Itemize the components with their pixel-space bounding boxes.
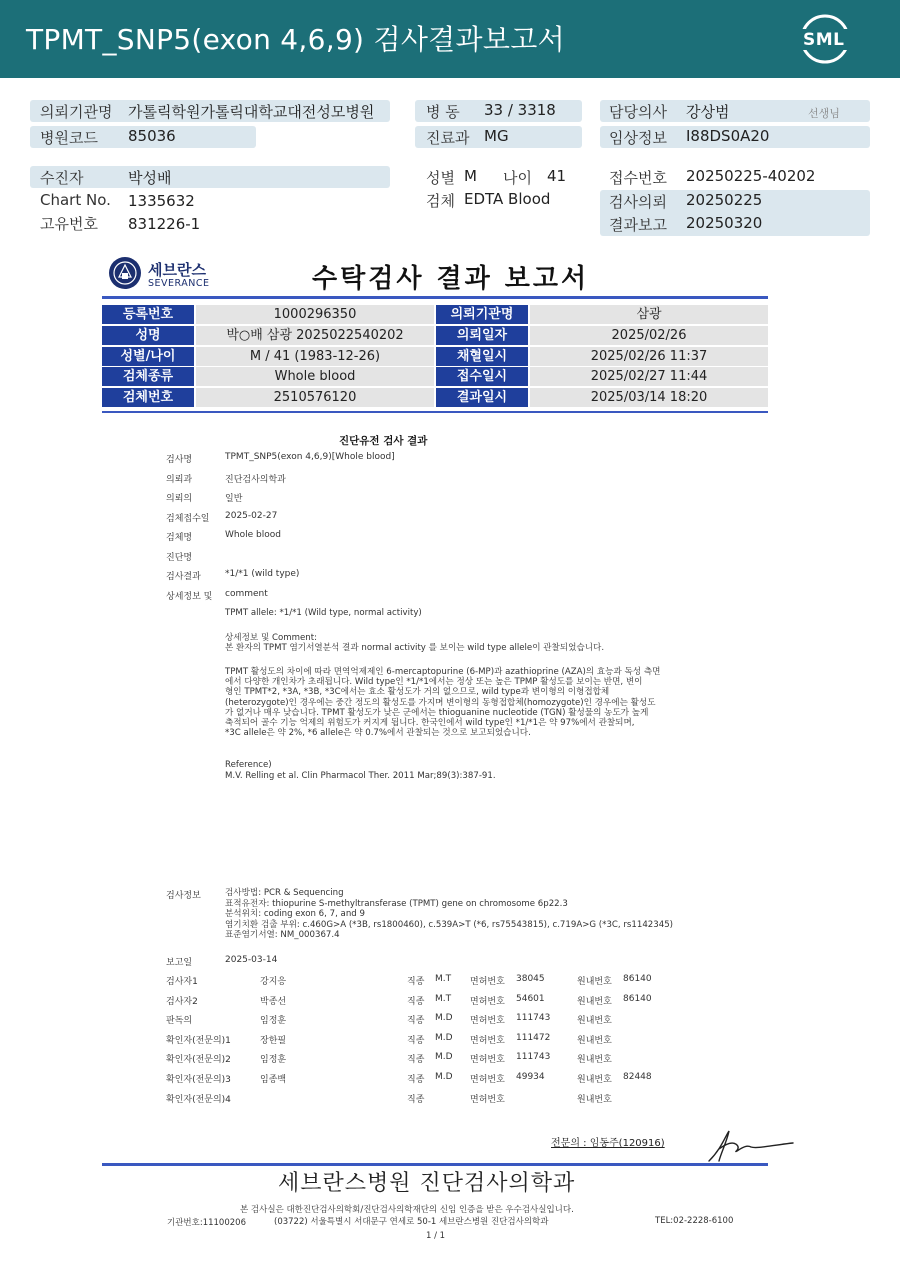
- staff-job: M.D: [435, 1072, 453, 1082]
- receipt-value: 20250225-40202: [686, 167, 816, 185]
- staff-name: 강지응: [260, 977, 287, 987]
- field-label: 의뢰과: [166, 474, 193, 485]
- section-title: 진단유전 검사 결과: [339, 435, 428, 447]
- specialist-label: 전문의 : 임동주(120916): [551, 1138, 665, 1149]
- request-value: 20250225: [686, 191, 763, 209]
- field-value: TPMT_SNP5(exon 4,6,9)[Whole blood]: [225, 452, 395, 462]
- grid-value: 1000296350: [196, 305, 434, 324]
- staff-license-label: 면허번호: [470, 1075, 505, 1085]
- severance-emblem-icon: [108, 256, 142, 290]
- report-date-label: 보고일: [166, 958, 193, 968]
- field-value: *1/*1 (wild type): [225, 569, 300, 579]
- staff-name: 박종선: [260, 996, 287, 1007]
- grid-label: 접수일시: [436, 367, 528, 386]
- specimen-label: 검체: [426, 192, 455, 210]
- staff-job: M.T: [435, 974, 452, 984]
- certification-text: 본 검사실은 대한진단검사의학회/진단검사의학재단의 신임 인증을 받은 우수검사실입니다.: [240, 1205, 574, 1215]
- comment-line: TPMT 활성도의 차이에 따라 면역억제제인 6-mercaptopurine (6-MP)과 azathioprine (AZA)의 효능과 독성 측면: [225, 667, 661, 677]
- test-info-line: 염기치환 검출 부위: c.460G>A (*3B, rs1800460), c.539A>T (*6, rs75543815), c.719A>G (*3C, rs1142345): [225, 919, 674, 930]
- staff-job-label: 직종: [407, 1035, 425, 1046]
- grid-label: 성명: [102, 326, 194, 345]
- staff-internal-label: 원내번호: [577, 1075, 612, 1085]
- grid-value: 2025/02/26: [530, 326, 768, 345]
- field-label: 의뢰의: [166, 494, 193, 504]
- staff-role: 검사자1: [166, 977, 198, 987]
- staff-job-label: 직종: [407, 1016, 425, 1027]
- test-info-line: 표적유전자: thiopurine S-methyltransferase (TPMT) gene on chromosome 6p22.3: [225, 898, 568, 909]
- chart-no-label: Chart No.: [40, 191, 111, 209]
- comment-line: 축적되어 골수 기능 억제의 위험도가 커지게 됩니다. 한국인에서 wild type인 *1/*1은 약 97%에서 관찰되며,: [225, 718, 635, 728]
- field-value: 일반: [225, 494, 243, 504]
- specimen-value: EDTA Blood: [464, 190, 551, 208]
- test-info-line: 검사방법: PCR & Sequencing: [225, 888, 344, 898]
- org-code: 기관번호:11100206: [167, 1218, 246, 1228]
- staff-internal-label: 원내번호: [577, 996, 612, 1007]
- grid-label: 검체종류: [102, 367, 194, 386]
- field-label: 검사명: [166, 455, 193, 465]
- staff-job-label: 직종: [407, 1094, 425, 1105]
- field-label: 진단명: [166, 552, 193, 563]
- doctor-label: 담당의사: [609, 103, 667, 121]
- chart-no-value: 1335632: [128, 192, 195, 210]
- test-info-label: 검사정보: [166, 891, 201, 901]
- result-report-value: 20250320: [686, 214, 763, 232]
- page-number: 1 / 1: [426, 1231, 446, 1241]
- staff-internal: 86140: [623, 993, 652, 1004]
- staff-job-label: 직종: [407, 996, 425, 1007]
- staff-license: 111472: [516, 1032, 551, 1043]
- staff-license-label: 면허번호: [470, 1016, 505, 1027]
- grid-label: 결과일시: [436, 388, 528, 407]
- detail-heading: 상세정보 및 Comment:: [225, 633, 317, 643]
- staff-license-label: 면허번호: [470, 1035, 505, 1046]
- grid-label: 의뢰기관명: [436, 305, 528, 324]
- staff-job: M.D: [435, 1013, 453, 1024]
- staff-job-label: 직종: [407, 1075, 425, 1085]
- request-label: 검사의뢰: [609, 193, 667, 211]
- staff-license: 49934: [516, 1072, 545, 1082]
- dept-label: 진료과: [426, 129, 470, 147]
- staff-role: 확인자(전문의)2: [166, 1055, 231, 1066]
- age-value: 41: [547, 167, 567, 185]
- comment-line: (heterozygote)인 경우에는 중간 정도의 활성도를 가지며 변이형의 동형접합체(homozygote)인 경우에는 활성도: [225, 697, 656, 708]
- result-report-label: 결과보고: [609, 216, 667, 234]
- staff-internal-label: 원내번호: [577, 977, 612, 987]
- grid-value: 삼광: [530, 305, 768, 324]
- field-value: 2025-02-27: [225, 510, 278, 521]
- patient-name-value: 박성배: [128, 169, 172, 187]
- id-no-label: 고유번호: [40, 215, 98, 233]
- age-label: 나이: [503, 169, 532, 187]
- staff-internal: 82448: [623, 1072, 652, 1082]
- clinical-label: 임상정보: [609, 129, 667, 147]
- sex-label: 성별: [426, 169, 455, 187]
- staff-license: 54601: [516, 993, 545, 1004]
- reference-line: M.V. Relling et al. Clin Pharmacol Ther. 2011 Mar;89(3):387-91.: [225, 771, 496, 781]
- staff-license: 111743: [516, 1052, 551, 1063]
- field-value: 진단검사의학과: [225, 474, 286, 485]
- staff-internal-label: 원내번호: [577, 1094, 612, 1105]
- sex-value: M: [464, 167, 477, 185]
- staff-role: 판독의: [166, 1016, 193, 1027]
- id-no-value: 831226-1: [128, 215, 201, 233]
- allele-line: TPMT allele: *1/*1 (Wild type, normal activity): [225, 608, 422, 618]
- comment-line: 가 없거나 매우 낮습니다. TPMT 활성도가 낮은 군에서는 thioguanine nucleotide (TGN) 활성물의 농도가 높게: [225, 707, 649, 718]
- comment-line: *3C allele은 약 2%, *6 allele은 약 0.7%에서 관찰되는 것으로 보고되었습니다.: [225, 728, 531, 739]
- field-value: Whole blood: [225, 530, 281, 540]
- grid-value: Whole blood: [196, 367, 434, 386]
- doctor-suffix: 선생님: [808, 107, 840, 120]
- receipt-label: 접수번호: [609, 169, 667, 187]
- staff-role: 확인자(전문의)3: [166, 1075, 231, 1085]
- staff-name: 임종백: [260, 1075, 287, 1085]
- doctor-value: 강상범: [686, 103, 730, 121]
- staff-internal: 86140: [623, 974, 652, 984]
- field-label: 검체명: [166, 533, 193, 543]
- staff-license-label: 면허번호: [470, 1055, 505, 1066]
- staff-name: 임정훈: [260, 1016, 287, 1027]
- staff-role: 확인자(전문의)1: [166, 1035, 231, 1046]
- grid-value: 박○배 삼광 2025022540202: [196, 326, 434, 345]
- field-label: 검사결과: [166, 572, 201, 582]
- staff-license-label: 면허번호: [470, 1094, 505, 1105]
- grid-value: 2510576120: [196, 388, 434, 407]
- signature-image: [703, 1127, 795, 1165]
- grid-label: 검체번호: [102, 388, 194, 407]
- grid-label: 의뢰일자: [436, 326, 528, 345]
- severance-eng-name: SEVERANCE: [148, 278, 210, 289]
- detail-line: 본 환자의 TPMT 염기서열분석 결과 normal activity 를 보이는 wild type allele이 관찰되었습니다.: [225, 643, 605, 653]
- field-value: comment: [225, 588, 268, 599]
- staff-internal-label: 원내번호: [577, 1035, 612, 1046]
- staff-name: 장한필: [260, 1035, 287, 1046]
- ward-label: 병 동: [426, 103, 460, 121]
- top-blue-line: [102, 296, 768, 299]
- hospital-code-label: 병원코드: [40, 129, 98, 147]
- staff-license: 38045: [516, 974, 545, 984]
- field-label: 상세정보 및: [166, 591, 213, 602]
- staff-job: M.D: [435, 1032, 453, 1043]
- dept-value: MG: [484, 127, 509, 145]
- staff-license: 111743: [516, 1013, 551, 1024]
- institution-label: 의뢰기관명: [40, 103, 113, 121]
- staff-name: 임정훈: [260, 1055, 287, 1066]
- staff-role: 확인자(전문의)4: [166, 1094, 231, 1105]
- report-header-bar: [0, 0, 900, 78]
- clinical-value: I88DS0A20: [686, 127, 770, 145]
- staff-internal-label: 원내번호: [577, 1055, 612, 1066]
- staff-job-label: 직종: [407, 1055, 425, 1066]
- sml-logo-text: SML: [803, 30, 845, 50]
- department-name: 세브란스병원 진단검사의학과: [278, 1171, 576, 1196]
- grid-label: 등록번호: [102, 305, 194, 324]
- report-title: 수탁검사 결과 보고서: [312, 264, 590, 294]
- grid-label: 채혈일시: [436, 347, 528, 366]
- staff-job-label: 직종: [407, 977, 425, 987]
- hospital-code-value: 85036: [128, 127, 176, 145]
- institution-value: 가톨릭학원가톨릭대학교대전성모병원: [128, 103, 375, 121]
- sml-logo: [800, 14, 850, 64]
- address: (03722) 서울특별시 서대문구 연세로 50-1 세브란스병원 진단검사의학과: [274, 1217, 549, 1227]
- report-date-value: 2025-03-14: [225, 955, 278, 965]
- patient-name-label: 수진자: [40, 169, 84, 187]
- field-label: 검체접수일: [166, 513, 210, 524]
- telephone: TEL:02-2228-6100: [655, 1216, 734, 1226]
- ward-value: 33 / 3318: [484, 101, 556, 119]
- reference-heading: Reference): [225, 760, 272, 770]
- grid-bottom-line: [102, 411, 768, 413]
- patient-name-box: [30, 166, 390, 188]
- grid-value: 2025/03/14 18:20: [530, 388, 768, 407]
- severance-name: 세브란스: [148, 261, 206, 279]
- staff-job: M.D: [435, 1052, 453, 1063]
- staff-license-label: 면허번호: [470, 977, 505, 987]
- grid-value: M / 41 (1983-12-26): [196, 347, 434, 366]
- staff-license-label: 면허번호: [470, 996, 505, 1007]
- comment-line: 형인 TPMT*2, *3A, *3B, *3C에서는 효소 활성도가 거의 없으므로, wild type과 변이형의 이형접합체: [225, 687, 610, 698]
- test-info-line: 분석위치: coding exon 6, 7, and 9: [225, 909, 365, 919]
- page-title: TPMT_SNP5(exon 4,6,9) 검사결과보고서: [26, 23, 565, 56]
- test-info-line: 표준염기서열: NM_000367.4: [225, 930, 340, 940]
- comment-line: 에서 다양한 개인차가 초래됩니다. Wild type인 *1/*1에서는 정상 또는 높은 TPMP 활성도를 보이는 반면, 변이: [225, 677, 643, 688]
- staff-internal-label: 원내번호: [577, 1016, 612, 1027]
- staff-job: M.T: [435, 993, 452, 1004]
- grid-value: 2025/02/27 11:44: [530, 367, 768, 386]
- grid-label: 성별/나이: [102, 347, 194, 366]
- staff-role: 검사자2: [166, 996, 198, 1007]
- grid-value: 2025/02/26 11:37: [530, 347, 768, 366]
